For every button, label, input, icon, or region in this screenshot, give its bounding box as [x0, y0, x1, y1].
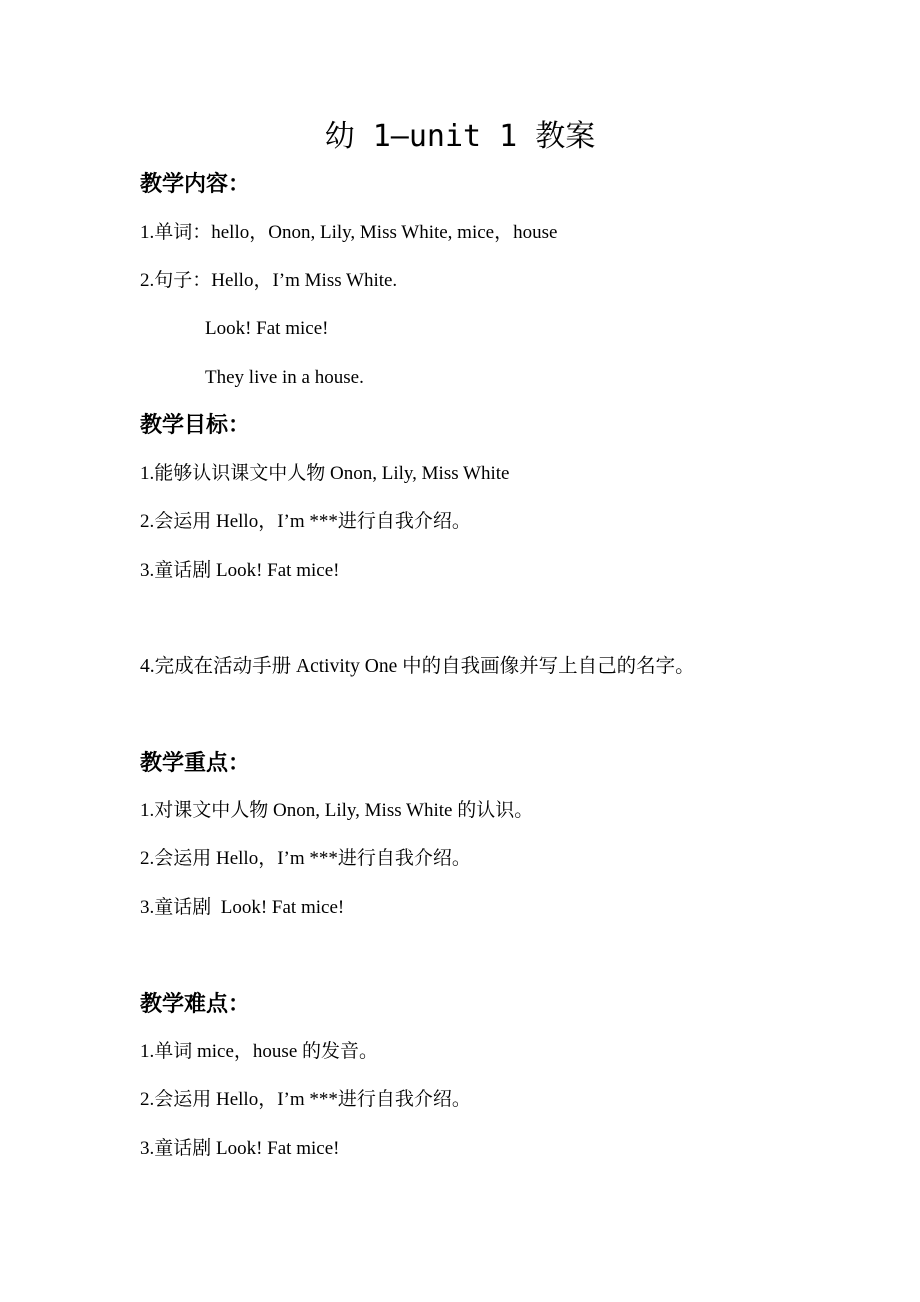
content-line: Look! Fat mice! [205, 318, 329, 339]
goals-line: 1.能够认识课文中人物 Onon, Lily, Miss White [140, 463, 510, 484]
section-heading-key-points: 教学重点： [140, 751, 251, 776]
key-points-line: 3.童话剧 Look! Fat mice! [140, 897, 345, 918]
content-line: They live in a house. [205, 367, 364, 388]
difficulties-line: 2.会运用 Hello，I’m ***进行自我介绍。 [140, 1089, 471, 1110]
key-points-line: 2.会运用 Hello，I’m ***进行自我介绍。 [140, 848, 471, 869]
goals-line: 2.会运用 Hello，I’m ***进行自我介绍。 [140, 511, 471, 532]
section-heading-content: 教学内容： [140, 172, 251, 197]
section-heading-difficulties: 教学难点： [140, 992, 251, 1017]
content-line: 1.单词：hello，Onon, Lily, Miss White, mice，house [140, 222, 558, 243]
document-title: 幼 1—unit 1 教案 [324, 119, 596, 154]
key-points-line: 1.对课文中人物 Onon, Lily, Miss White 的认识。 [140, 800, 534, 821]
section-heading-goals: 教学目标： [140, 413, 251, 438]
difficulties-line: 1.单词 mice，house 的发音。 [140, 1041, 379, 1062]
goals-line: 4.完成在活动手册 Activity One 中的自我画像并写上自己的名字。 [140, 656, 695, 677]
difficulties-line: 3.童话剧 Look! Fat mice! [140, 1138, 340, 1159]
goals-line: 3.童话剧 Look! Fat mice! [140, 560, 340, 581]
content-line: 2.句子：Hello，I’m Miss White. [140, 270, 398, 291]
